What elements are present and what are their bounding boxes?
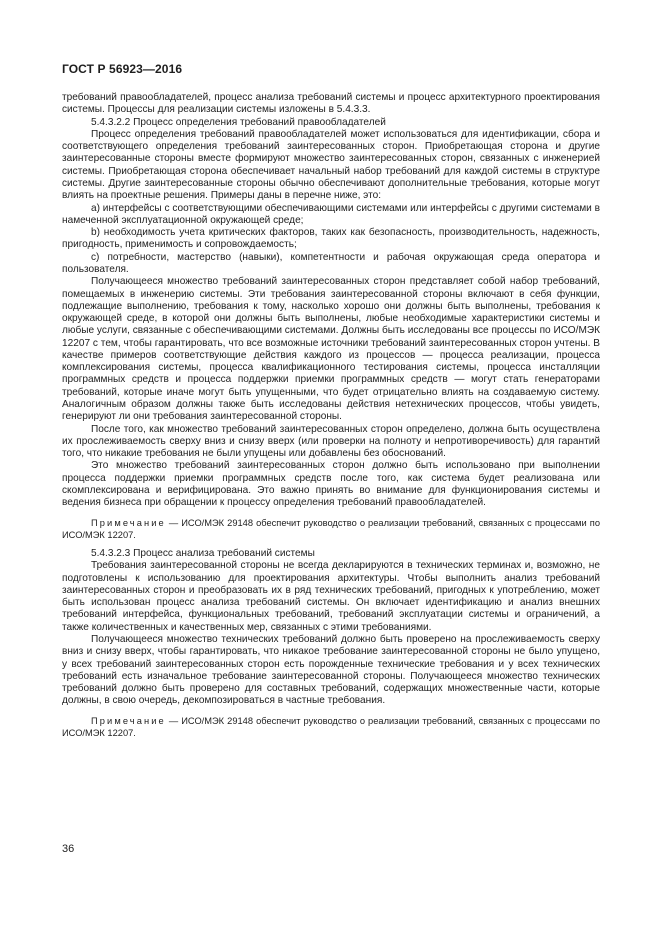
list-item-c: c) потребности, мастерство (навыки), компетентности и рабочая окружающая среда оператора и пользователя. xyxy=(62,251,600,275)
document-header: ГОСТ Р 56923—2016 xyxy=(62,62,183,76)
note-1 xyxy=(62,517,600,541)
page-number: 36 xyxy=(62,843,75,855)
paragraph: Получающееся множество требований заинтересованных сторон представляет собой набор требований, помещаемых в инженерию системы. Эти требования заинтересованной стороны включают в себя функции, подлежащие выполнению, требования к тому, насколько хорошо они должны быть выполнены, требования к окружающей среде, в которой они должны быть выполнены, любые необходимые характеристики системы и любые услуги, связанные с обеспечивающими системами. Должны быть исследованы все процессы по ИСО/МЭК 12207 с тем, чтобы гарантировать, что все возможные источники требований заинтересованных сторон учтены. В качестве примеров соответствующие действия каждого из процессов — процесса реализации, процесса комплексирования системы, процесса квалификационного тестирования системы, процесса инсталляции программных средств и процесса поддержки приемки программных средств — могут стать генераторами требований, которые иначе могут быть упущенными, что будет отрицательно влиять на создаваемую систему. Аналогичным образом должны также быть исследованы действия нетехнических процессов, чтобы увидеть, генерируют ли они требования заинтересованной стороны. xyxy=(62,276,600,423)
paragraph: Это множество требований заинтересованных сторон должно быть использовано при выполнении процесса поддержки приемки программных средств после того, как система будет реализована или скомплексирована и верифицирована. Это важно принять во внимание для функционирования системы и ведения бизнеса при обращении к процессу определения требований правообладателей. xyxy=(62,460,600,509)
note-label: Примечание xyxy=(91,715,166,726)
paragraph: требований правообладателей, процесс анализа требований системы и процесс архитектурного проектирования системы. Процессы для реализации системы изложены в 5.4.3.3. xyxy=(62,92,600,116)
paragraph: Процесс определения требований правообладателей может использоваться для идентификации, сбора и соответствующего определения требований заинтересованных сторон. Приобретающая сторона и другие заинтересованные стороны вместе формируют множество заинтересованных сторон, связанных с инженерией системы. Приобретающая сторона обеспечивает начальный набор требований для каждой системы в структуре системы. Другие заинтересованные стороны обычно обеспечивают дополнительные требования, которые могут влиять на проектные решения. Примеры даны в перечне ниже, это: xyxy=(62,128,600,202)
note-text: — ИСО/МЭК 29148 обеспечит руководство о реализации требований, связанных с процессами по ИСО/МЭК 12207. xyxy=(62,517,600,540)
document-body xyxy=(62,92,600,739)
note-label: Примечание xyxy=(91,517,166,528)
paragraph: Требования заинтересованной стороны не всегда декларируются в технических терминах и, возможно, не подготовлены к использованию для проектирования архитектуры. Чтобы выполнить анализ требований заинтересованных сторон и преобразовать их в ряд технических требований, пригодных к употреблению, может быть использован процесс анализа требований системы. Он включает идентификацию и анализ внешних требований интерфейса, функциональных требований, требований эксплуатации системы и ограничений, а также количественных и качественных мер, связанных с этими требованиями. xyxy=(62,560,600,633)
paragraph: Получающееся множество технических требований должно быть проверено на прослеживаемость сверху вниз и снизу вверх, чтобы гарантировать, что никакое требование заинтересованной стороны не было упущено, у всех требований заинтересованных сторон есть порожденные технические требования и у всех технических требований есть изначальное требование заинтересованной стороны. Получающееся множество технических требований должно быть проверено для составных требований, содержащих множественные части, которые должны, в свою очередь, декомпозироваться в частные требования. xyxy=(62,633,600,707)
note-2 xyxy=(62,715,600,739)
section-heading-5-4-3-2-3: 5.4.3.2.3 Процесс анализа требований системы xyxy=(91,547,315,559)
note-text: — ИСО/МЭК 29148 обеспечит руководство о реализации требований, связанных с процессами по ИСО/МЭК 12207. xyxy=(62,715,600,738)
section-heading-5-4-3-2-2: 5.4.3.2.2 Процесс определения требований правообладателей xyxy=(91,116,386,128)
list-item-b: b) необходимость учета критических факторов, таких как безопасность, производительность, надежность, пригодность, применимость и сопровождаемость; xyxy=(62,227,600,251)
paragraph: После того, как множество требований заинтересованных сторон определено, должна быть осуществлена их прослеживаемость сверху вниз и снизу вверх (или проверки на полноту и непротиворечивость) для гарантий того, что никакие требования не были упущены или добавлены без обоснований. xyxy=(62,423,600,460)
list-item-a: a) интерфейсы с соответствующими обеспечивающими системами или интерфейсы с другими системами в намеченной эксплуатационной окружающей среде; xyxy=(62,202,600,226)
